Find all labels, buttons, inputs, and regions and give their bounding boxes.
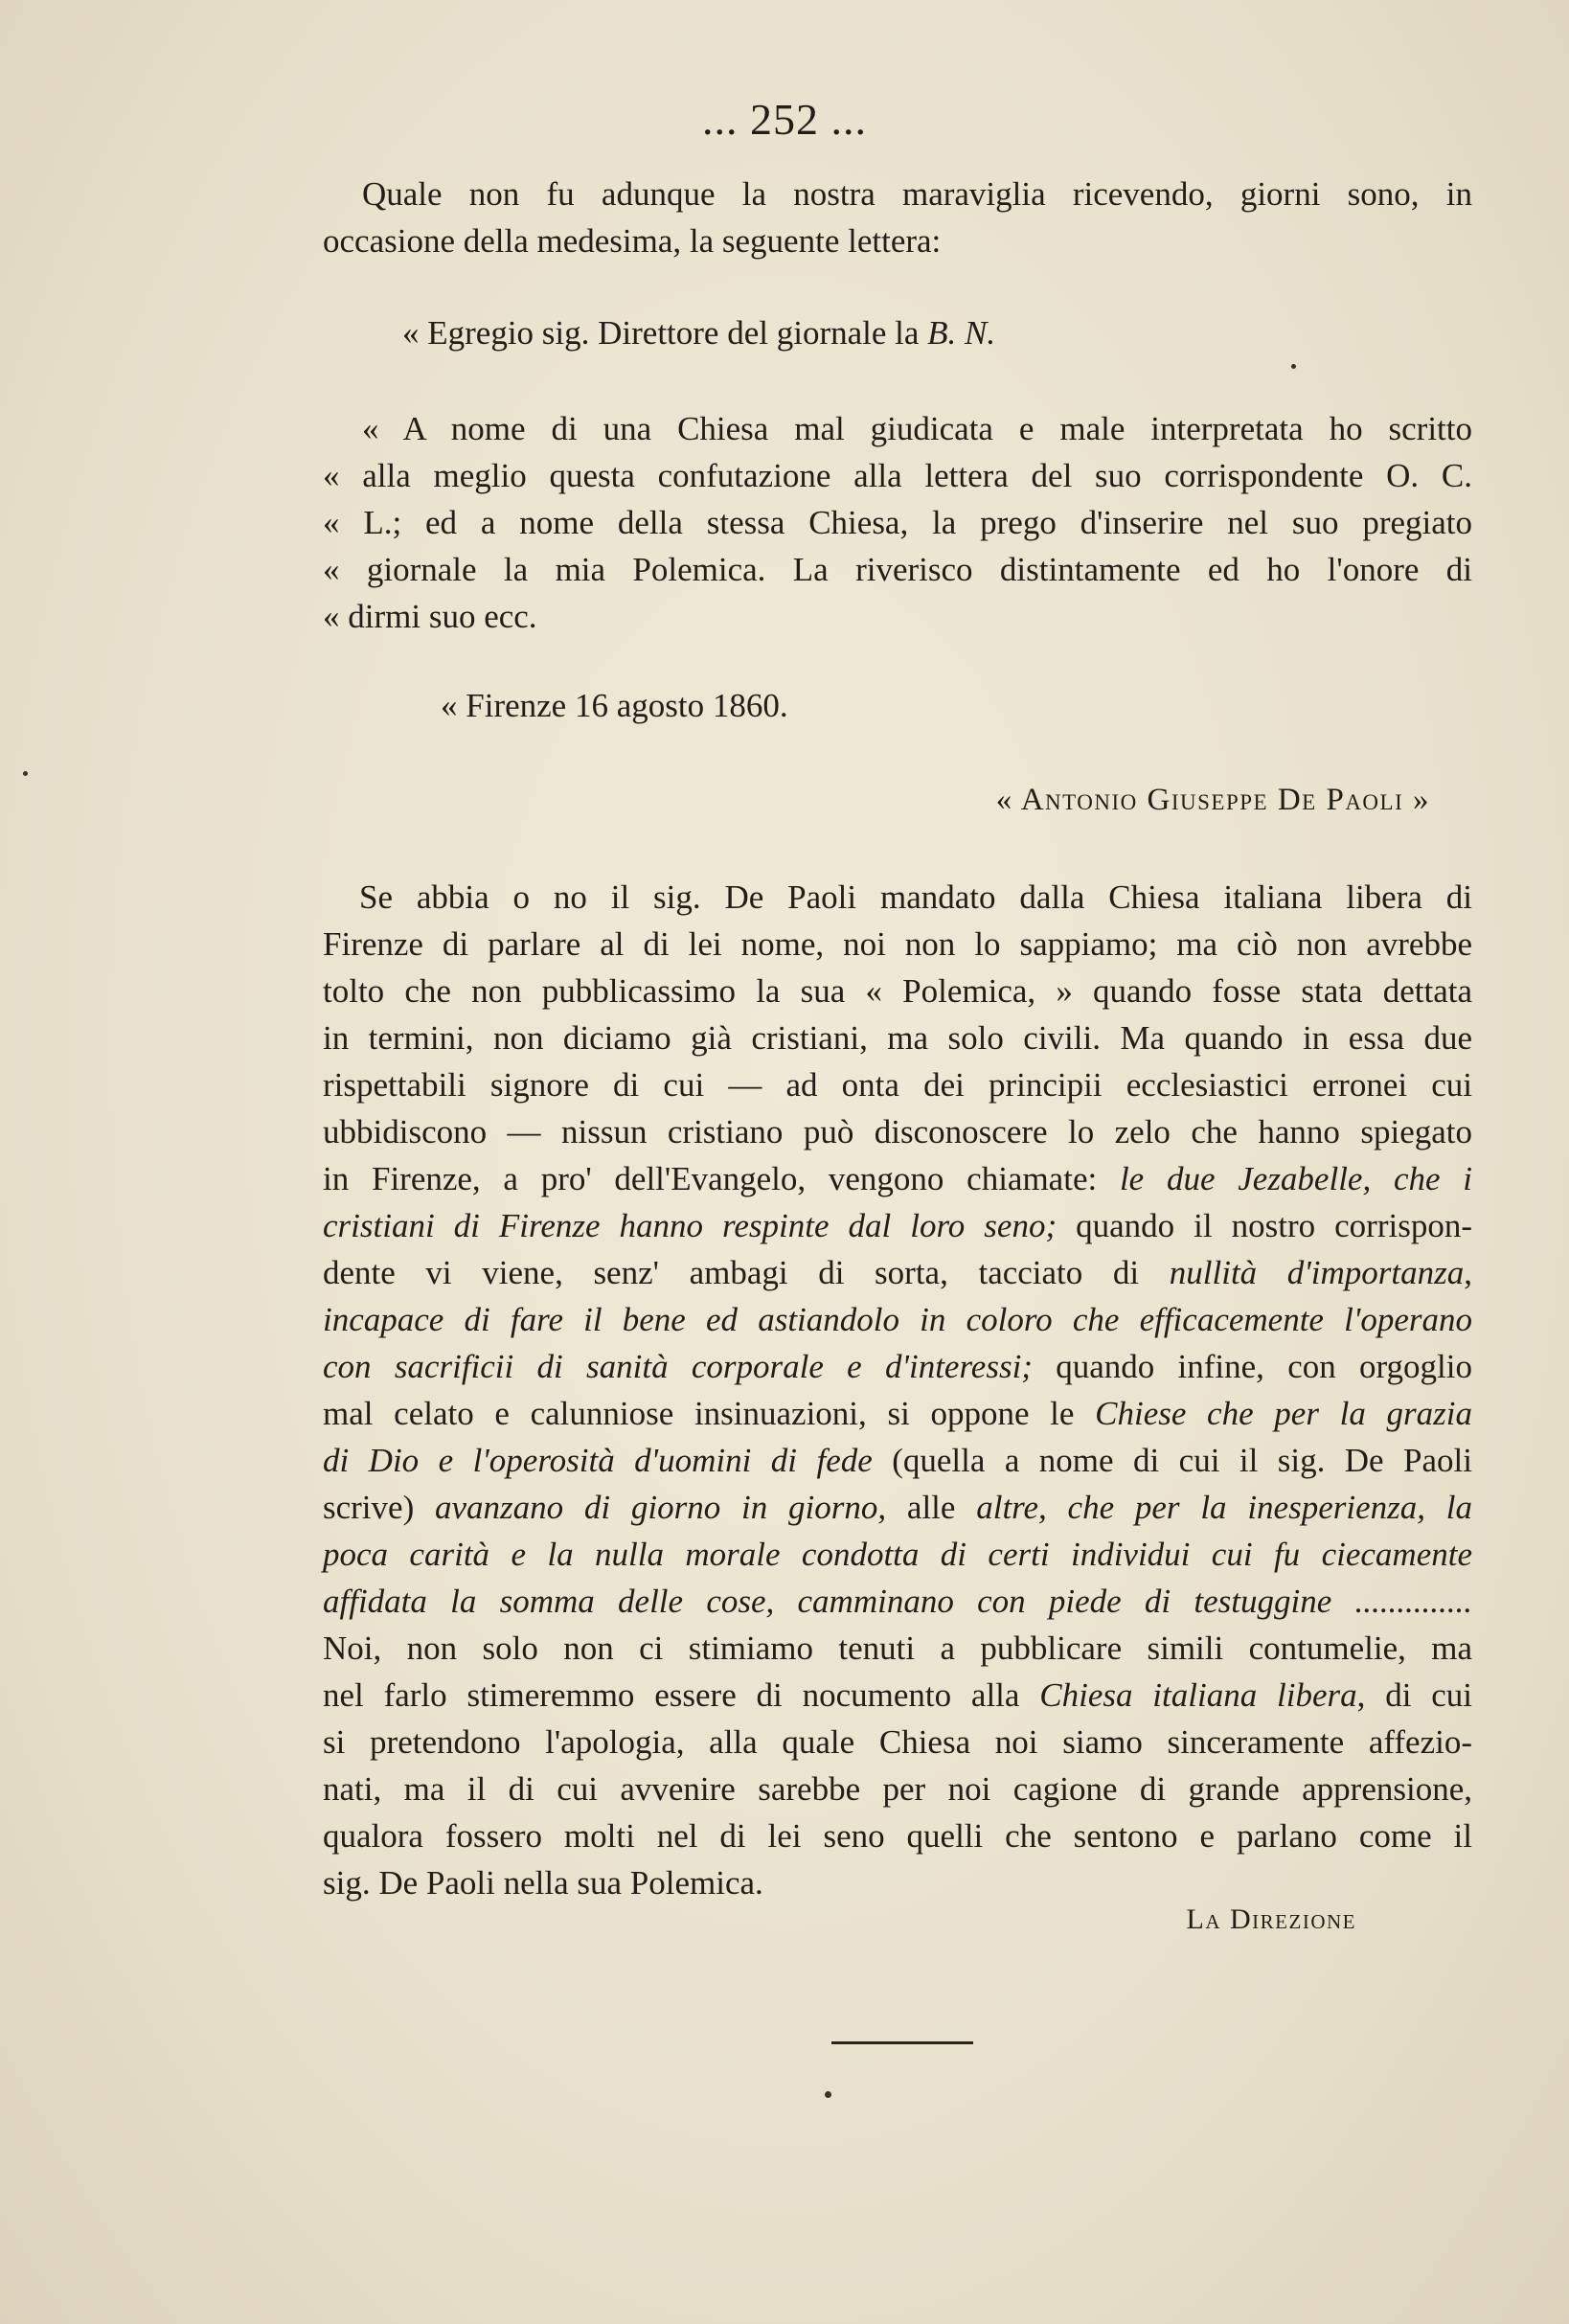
italic-run: poca carità e la nulla morale condotta di certi individui cui fu ciecamente <box>323 1536 1472 1573</box>
response-line <box>323 1108 1472 1155</box>
text-run: (quella a nome di cui il sig. De Paoli <box>872 1442 1472 1479</box>
letter-line: « giornale la mia Polemica. La riverisco distintamente ed ho l'onore di <box>323 551 1472 588</box>
text-run: dente vi viene, senz' ambagi di sorta, tacciato di <box>323 1254 1170 1291</box>
italic-run: incapace di fare il bene ed astiandolo in coloro che efficacemente l'operano <box>323 1301 1472 1338</box>
salutation-text: « Egregio sig. Direttore del giornale la <box>402 314 928 352</box>
response-line <box>323 1296 1472 1343</box>
journal-name: B. N. <box>927 314 996 352</box>
page-number: ... 252 ... <box>702 95 867 144</box>
text-run: Noi, non solo non ci stimiamo tenuti a pubblicare simili contumelie, ma <box>323 1629 1472 1667</box>
response-line <box>323 1484 1472 1531</box>
ink-speck <box>825 2091 831 2098</box>
text-run: quando il nostro corrispon- <box>1057 1207 1472 1244</box>
text-run: , <box>1464 1254 1472 1291</box>
response-line <box>323 1859 1472 1906</box>
italic-run: avanzano di giorno in giorno, <box>435 1489 887 1526</box>
intro-paragraph-cont <box>323 217 1472 264</box>
intro-paragraph <box>362 171 1472 217</box>
response-line <box>323 1766 1472 1812</box>
text-run: qualora fossero molti nel di lei seno quelli che sentono e parlano come il <box>323 1817 1472 1855</box>
text-run: , di cui <box>1356 1676 1472 1714</box>
response-line <box>323 1390 1472 1437</box>
response-paragraph <box>359 874 1472 921</box>
italic-run: le due Jezabelle, che i <box>1119 1160 1472 1197</box>
text-run: rispettabili signore di cui — ad onta dei principii ecclesiastici erronei cui <box>323 1066 1472 1104</box>
divider-rule <box>831 2041 973 2044</box>
response-line <box>323 1719 1472 1766</box>
ink-speck <box>1291 364 1296 369</box>
letter-body <box>362 405 1472 452</box>
text-run: nati, ma il di cui avvenire sarebbe per noi cagione di grande apprensione, <box>323 1770 1472 1808</box>
text-run: ubbidiscono — nissun cristiano può disconoscere lo zelo che hanno spiegato <box>323 1113 1472 1151</box>
response-line <box>323 1155 1472 1202</box>
response-line <box>323 968 1472 1014</box>
text-run: in termini, non diciamo già cristiani, ma solo civili. Ma quando in essa due <box>323 1019 1472 1057</box>
response-line <box>323 1578 1472 1625</box>
letter-body-cont <box>323 452 1472 640</box>
text-run: tolto che non pubblicassimo la sua « Polemica, » quando fosse stata dettata <box>323 972 1472 1010</box>
text-run: sig. De Paoli nella sua Polemica. <box>323 1864 763 1902</box>
italic-run: altre, che per la inesperienza, la <box>976 1489 1472 1526</box>
response-line <box>323 1249 1472 1296</box>
letter-line: « A nome di una Chiesa mal giudicata e male interpretata ho scritto <box>362 410 1472 447</box>
response-line <box>323 921 1472 968</box>
response-line <box>323 1437 1472 1484</box>
response-line <box>323 1531 1472 1578</box>
text-run: quando infine, con orgoglio <box>1032 1348 1472 1385</box>
text-run: si pretendono l'apologia, alla quale Chiesa noi siamo sinceramente affezio- <box>323 1723 1472 1761</box>
letter-place-date: « Firenze 16 agosto 1860. <box>441 687 788 724</box>
italic-run: affidata la somma delle cose, camminano con piede di testuggine .............. <box>323 1583 1472 1620</box>
intro-line: Quale non fu adunque la nostra maraviglia ricevendo, giorni sono, in <box>362 175 1472 213</box>
response-line <box>323 1672 1472 1719</box>
text-run: mal celato e calunniose insinuazioni, si oppone le <box>323 1395 1096 1432</box>
ink-speck <box>23 771 28 776</box>
text-run: Firenze di parlare al di lei nome, noi non lo sappiamo; ma ciò non avrebbe <box>323 925 1472 963</box>
text-run: Se abbia o no il sig. De Paoli mandato dalla Chiesa italiana libera di <box>359 878 1472 916</box>
intro-line: occasione della medesima, la seguente lettera: <box>323 222 942 260</box>
text-run: scrive) <box>323 1489 435 1526</box>
italic-run: Chiesa italiana libera <box>1039 1676 1357 1714</box>
italic-run: nullità d'importanza <box>1169 1254 1465 1291</box>
response-paragraph-cont <box>323 921 1472 1906</box>
italic-run: di Dio e l'operosità d'uomini di fede <box>323 1442 873 1479</box>
letter-line: « alla meglio questa confutazione alla lettera del suo corrispondente O. C. <box>323 457 1472 494</box>
text-run: in Firenze, a pro' dell'Evangelo, vengono chiamate: <box>323 1160 1120 1197</box>
response-line <box>323 1343 1472 1390</box>
closing-signature: La Direzione <box>1186 1903 1356 1935</box>
letter-signature: « Antonio Giuseppe De Paoli » <box>995 783 1430 817</box>
response-line <box>323 1202 1472 1249</box>
response-line <box>323 1812 1472 1859</box>
letter-line: « L.; ed a nome della stessa Chiesa, la prego d'inserire nel suo pregiato <box>323 504 1472 541</box>
italic-run: con sacrificii di sanità corporale e d'interessi; <box>323 1348 1033 1385</box>
response-line <box>323 1014 1472 1061</box>
text-run: alle <box>886 1489 977 1526</box>
letter-line: « dirmi suo ecc. <box>323 598 537 635</box>
response-line <box>323 1061 1472 1108</box>
italic-run: cristiani di Firenze hanno respinte dal loro seno; <box>323 1207 1057 1244</box>
response-line <box>359 874 1472 921</box>
italic-run: Chiese che per la grazia <box>1095 1395 1472 1432</box>
text-run: nel farlo stimeremmo essere di nocumento alla <box>323 1676 1040 1714</box>
letter-salutation <box>402 314 995 353</box>
response-line <box>323 1625 1472 1672</box>
